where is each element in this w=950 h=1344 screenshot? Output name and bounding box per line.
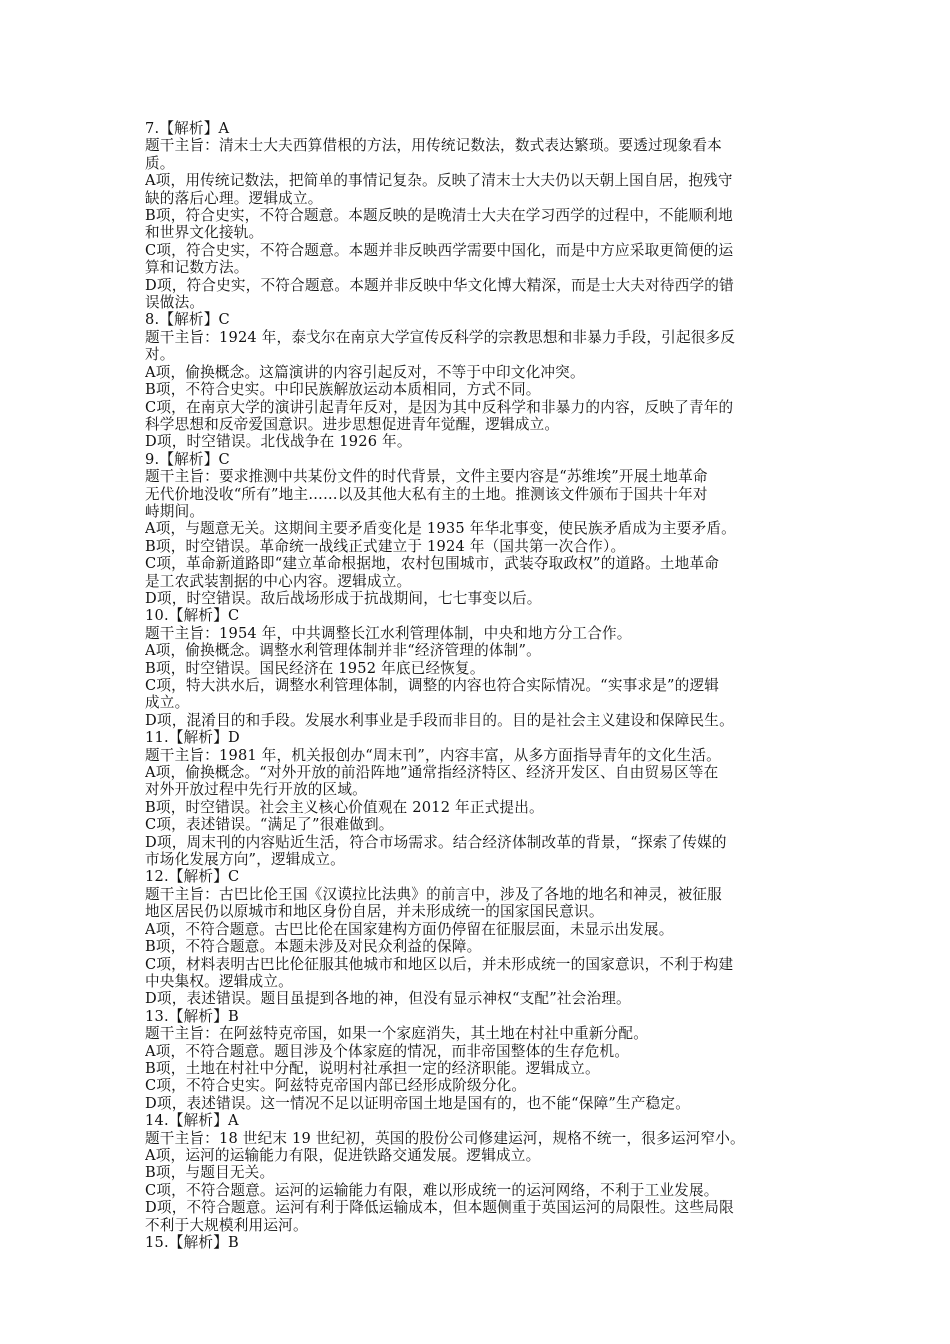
text-line: A项，运河的运输能力有限，促进铁路交通发展。逻辑成立。 — [145, 1146, 541, 1164]
text-line: C项，符合史实，不符合题意。本题并非反映西学需要中国化，而是中方应采取更简便的运 — [145, 241, 734, 259]
text-line: D项，时空错误。敌后战场形成于抗战期间，七七事变以后。 — [145, 589, 542, 607]
text-line: D项，表述错误。这一情况不足以证明帝国土地是国有的，也不能“保障”生产稳定。 — [145, 1094, 691, 1112]
text-line: C项，在南京大学的演讲引起青年反对，是因为其中反科学和非暴力的内容，反映了青年的 — [145, 398, 734, 416]
text-line: 11.【解析】D — [145, 729, 240, 747]
text-line: A项，不符合题意。古巴比伦在国家建构方面仍停留在征服层面，未显示出发展。 — [145, 920, 674, 938]
text-line: 13.【解析】B — [145, 1007, 239, 1025]
text-line: D项，混淆目的和手段。发展水利事业是手段而非目的。目的是社会主义建设和保障民生。 — [145, 711, 734, 729]
text-line: 无代价地没收“所有”地主……以及其他大私有主的土地。推测该文件颁布于国共十年对 — [145, 485, 708, 503]
text-line: 峙期间。 — [145, 502, 205, 520]
text-line: C项，不符合史实。阿兹特克帝国内部已经形成阶级分化。 — [145, 1077, 527, 1095]
text-line: 对。 — [145, 346, 175, 364]
text-line: 质。 — [145, 154, 175, 172]
text-line: C项，不符合题意。运河的运输能力有限，难以形成统一的运河网络，不利于工业发展。 — [145, 1181, 719, 1199]
text-line: B项，时空错误。社会主义核心价值观在 2012 年正式提出。 — [145, 798, 544, 816]
text-line: 题干主旨：1924 年，泰戈尔在南京大学宣传反科学的宗教思想和非暴力手段，引起很多反 — [145, 328, 736, 346]
text-line: 题干主旨：1954 年，中共调整长江水利管理体制，中央和地方分工合作。 — [145, 624, 632, 642]
text-line: 题干主旨：古巴比伦王国《汉谟拉比法典》的前言中，涉及了各地的地名和神灵，被征服 — [145, 885, 722, 903]
text-line: 和世界文化接轨。 — [145, 224, 264, 242]
text-line: A项，偷换概念。“对外开放的前沿阵地”通常指经济特区、经济开发区、自由贸易区等在 — [145, 764, 719, 782]
text-line: C项，材料表明古巴比伦征服其他城市和地区以后，并未形成统一的国家意识，不利于构建 — [145, 955, 734, 973]
text-line: 8.【解析】C — [145, 311, 230, 329]
text-line: C项，特大洪水后，调整水利管理体制，调整的内容也符合实际情况。“实事求是”的逻辑 — [145, 677, 720, 694]
text-line: 对外开放过程中先行开放的区域。 — [145, 781, 367, 799]
text-line: B项，时空错误。国民经济在 1952 年底已经恢复。 — [145, 659, 485, 677]
text-line: 9.【解析】C — [145, 450, 230, 468]
text-line: 15.【解析】B — [145, 1234, 239, 1251]
text-line: B项，不符合史实。中印民族解放运动本质相同，方式不同。 — [145, 381, 541, 399]
text-line: 地区居民仍以原城市和地区身份自居，并未形成统一的国家国民意识。 — [145, 903, 604, 921]
text-line: 题干主旨：18 世纪末 19 世纪初，英国的股份公司修建运河，规格不统一，很多运河窄小。 — [145, 1129, 745, 1147]
text-line: B项，不符合题意。本题未涉及对民众利益的保障。 — [145, 938, 482, 956]
text-line: 科学思想和反帝爱国意识。进步思想促进青年觉醒，逻辑成立。 — [145, 415, 560, 433]
text-line: A项，偷换概念。这篇演讲的内容引起反对，不等于中印文化冲突。 — [145, 363, 585, 381]
text-line: A项，不符合题意。题目涉及个体家庭的情况，而非帝国整体的生存危机。 — [145, 1042, 630, 1060]
text-line: 题干主旨：清末士大夫西算借根的方法，用传统记数法，数式表达繁琐。要透过现象看本 — [145, 137, 722, 155]
text-line: 成立。 — [145, 694, 190, 712]
text-line: A项，用传统记数法，把简单的事情记复杂。反映了清末士大夫仍以天朝上国自居，抱残守 — [145, 172, 733, 190]
text-line: 是工农武装割据的中心内容。逻辑成立。 — [145, 572, 412, 590]
text-line: 算和记数方法。 — [145, 259, 249, 277]
text-line: 不利于大规模利用运河。 — [145, 1216, 308, 1234]
text-line: D项，符合史实，不符合题意。本题并非反映中华文化博大精深，而是士大夫对待西学的错 — [145, 276, 734, 294]
text-line: 市场化发展方向”，逻辑成立。 — [145, 851, 345, 869]
answer-analysis-text — [145, 120, 813, 1251]
text-line: 10.【解析】C — [145, 607, 240, 625]
text-line: B项，时空错误。革命统一战线正式建立于 1924 年（国共第一次合作）。 — [145, 537, 626, 555]
text-line: C项，表述错误。“满足了”很难做到。 — [145, 816, 394, 834]
text-line: B项，土地在村社中分配，说明村社承担一定的经济职能。逻辑成立。 — [145, 1059, 600, 1077]
text-line: A项，偷换概念。调整水利管理体制并非“经济管理的体制”。 — [145, 642, 541, 660]
text-line: B项，符合史实，不符合题意。本题反映的是晚清士大夫在学习西学的过程中，不能顺利地 — [145, 207, 733, 225]
text-line: D项，时空错误。北伐战争在 1926 年。 — [145, 433, 412, 451]
text-line: B项，与题目无关。 — [145, 1164, 275, 1182]
text-line: 中央集权。逻辑成立。 — [145, 972, 293, 990]
text-line: D项，周末刊的内容贴近生活，符合市场需求。结合经济体制改革的背景，“探索了传媒的 — [145, 833, 727, 851]
text-line: 缺的落后心理。逻辑成立。 — [145, 189, 323, 207]
text-line: D项，不符合题意。运河有利于降低运输成本，但本题侧重于英国运河的局限性。这些局限 — [145, 1199, 734, 1217]
text-line: 12.【解析】C — [145, 868, 240, 886]
text-line: 14.【解析】A — [145, 1112, 239, 1130]
text-line: A项，与题意无关。这期间主要矛盾变化是 1935 年华北事变，使民族矛盾成为主要矛盾。 — [145, 520, 736, 538]
text-line: C项，革命新道路即“建立革命根据地，农村包围城市，武装夺取政权”的道路。土地革命 — [145, 555, 720, 573]
text-line: 题干主旨：1981 年，机关报创办“周末刊”，内容丰富，从多方面指导青年的文化生活。 — [145, 746, 721, 764]
text-line: D项，表述错误。题目虽提到各地的神，但没有显示神权“支配”社会治理。 — [145, 990, 631, 1008]
text-line: 题干主旨：要求推测中共某份文件的时代背景，文件主要内容是“苏维埃”开展土地革命 — [145, 468, 708, 486]
text-line: 误做法。 — [145, 294, 205, 312]
text-line: 题干主旨：在阿兹特克帝国，如果一个家庭消失，其土地在村社中重新分配。 — [145, 1025, 648, 1043]
text-line: 7.【解析】A — [145, 120, 230, 137]
